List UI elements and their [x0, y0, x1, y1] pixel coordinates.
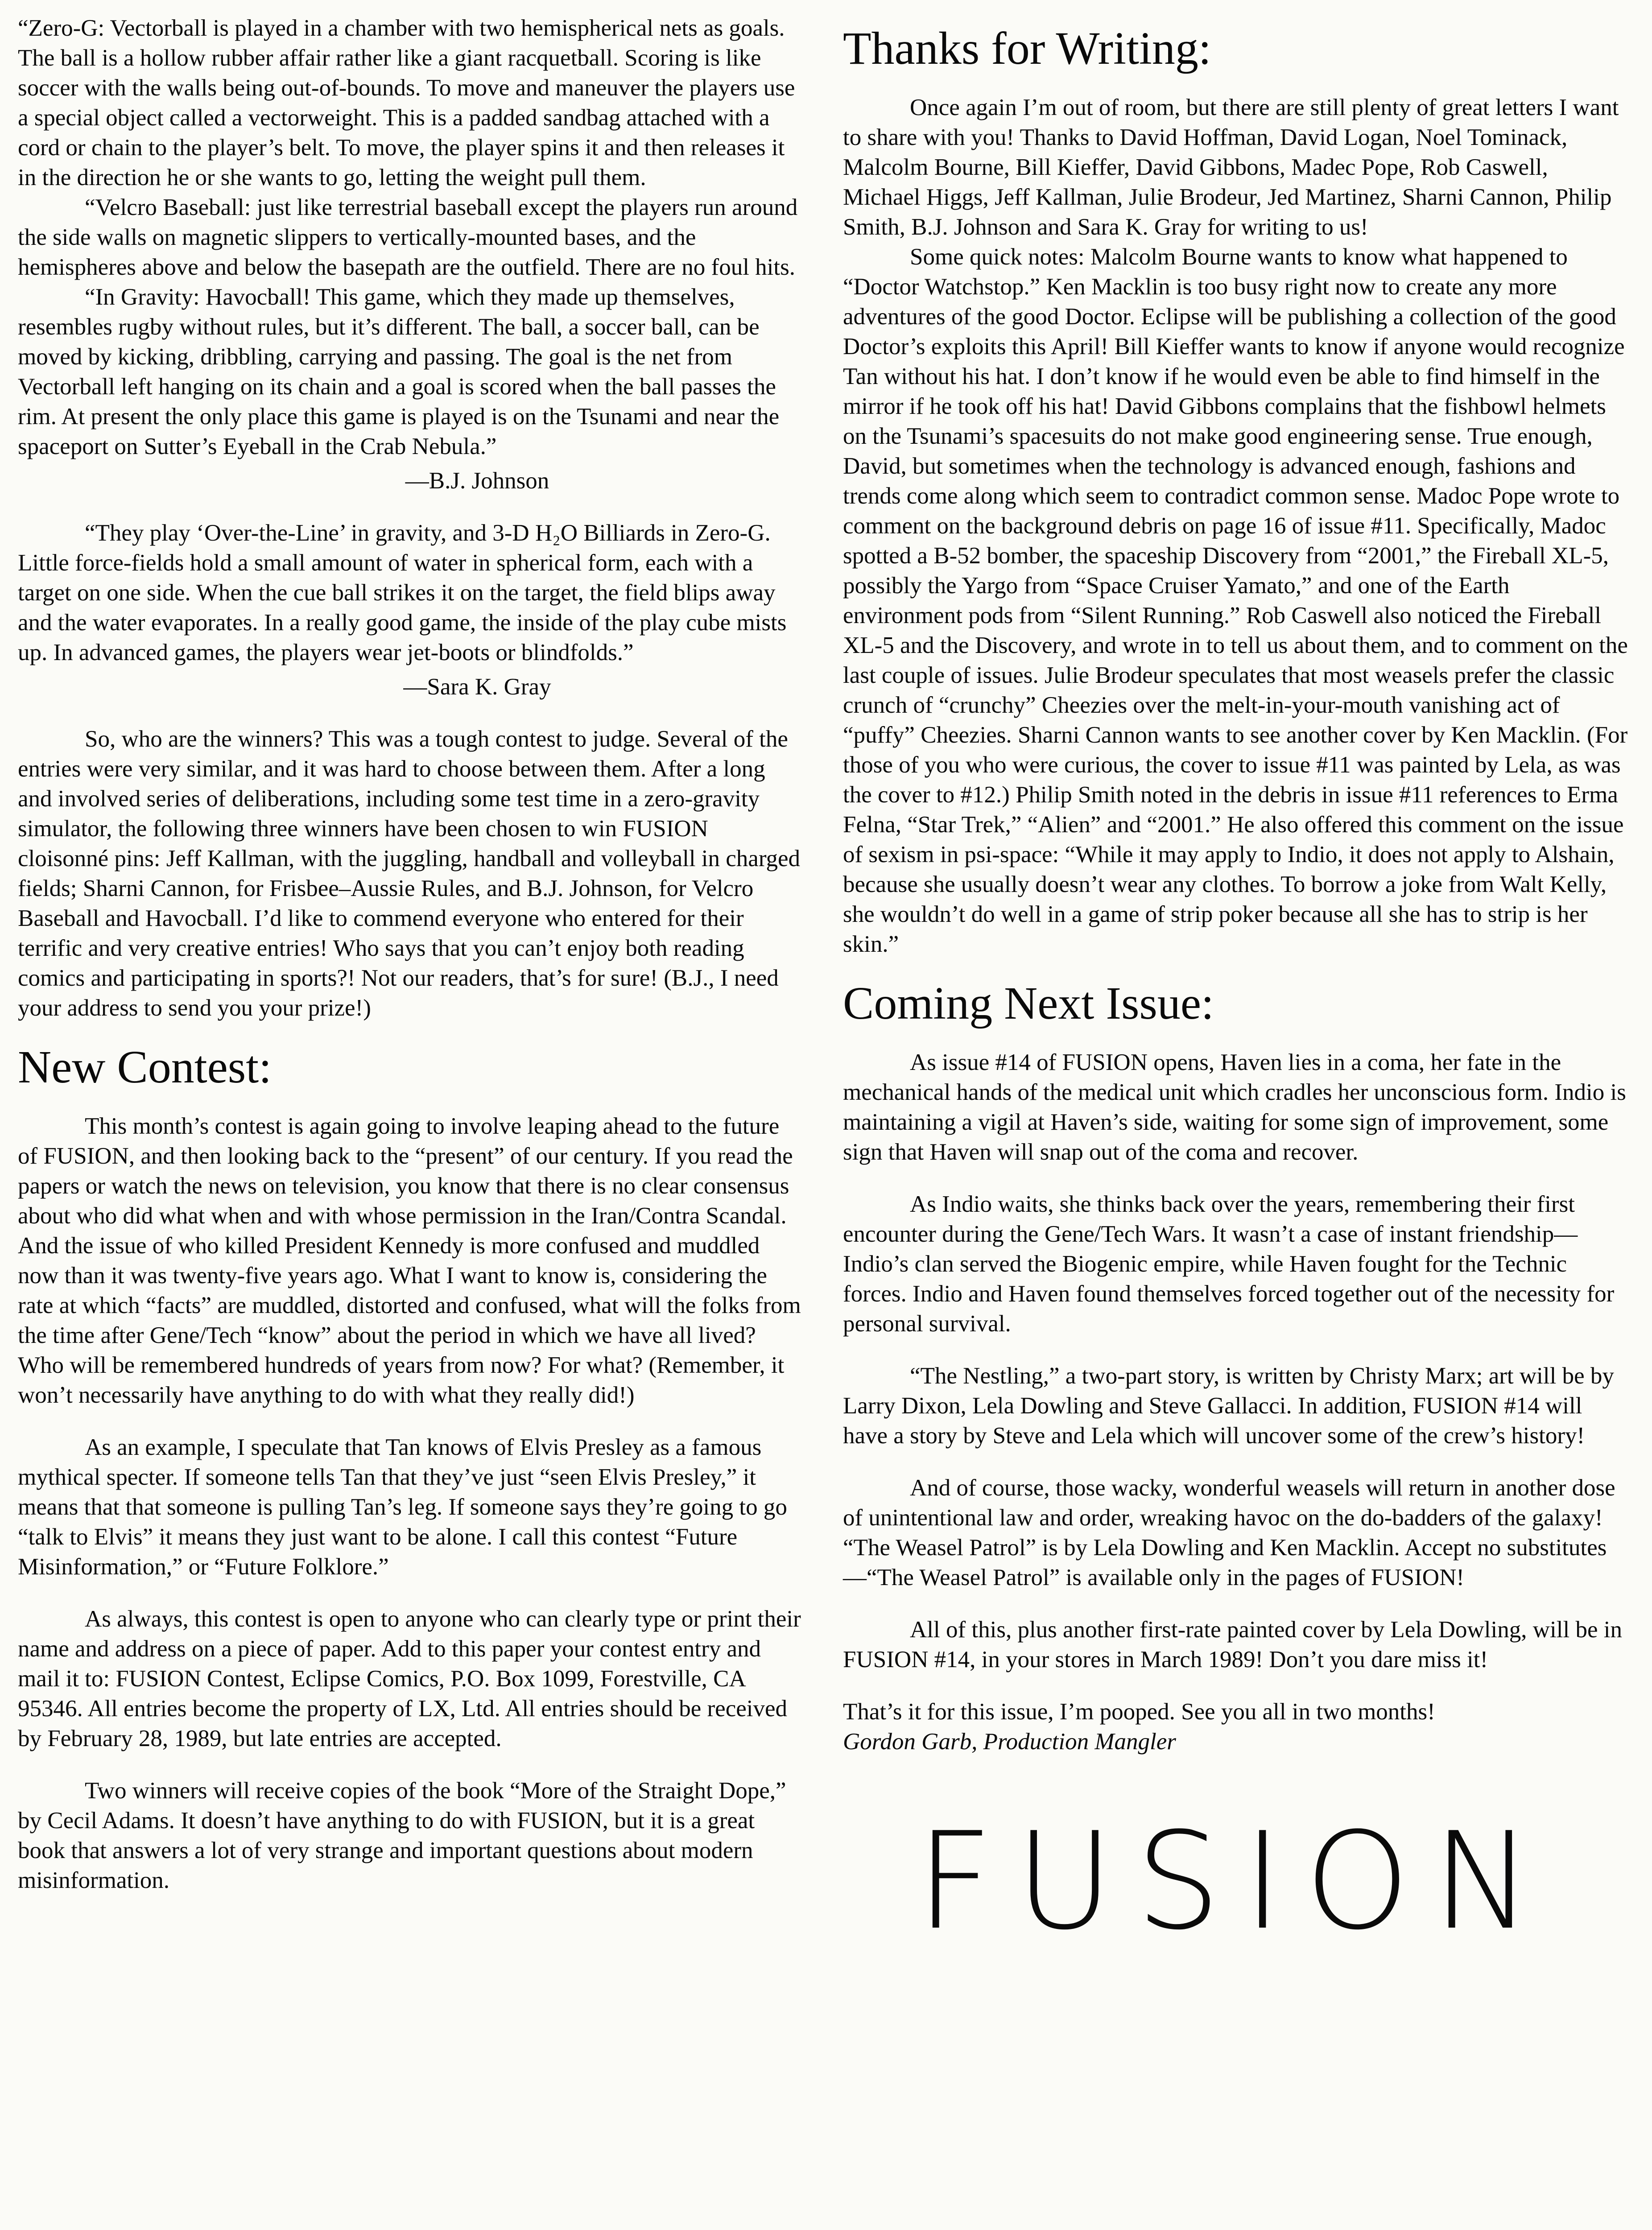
paragraph: Once again I’m out of room, but there are still plenty of great letters I want to share with you! Thanks to David Hoffman, David Logan, Noel Tominack, Malcolm Bourne, Bill Kieffer, David Gibbons, Madec Pope, Rob Caswell, Michael Higgs, Jeff Kallman, Julie Brodeur, Jed Martinez, Sharni Cannon, Philip Smith, B.J. Johnson and Sara K. Gray for writing to us!	[843, 95, 1619, 240]
section-heading-thanks: Thanks for Writing:	[843, 23, 1211, 74]
paragraph: “In Gravity: Havocball! This game, which they made up themselves, resembles rugby without rules, but it’s different. The ball, a soccer ball, can be moved by kicking, dribbling, carrying and passing. The goal is the net from Vectorball left hanging on its chain and a goal is scored when the ball passes the rim. At present the only place this game is played is on the Tsunami and near the spaceport on Sutter’s Eyeball in the Crab Nebula.”	[18, 284, 780, 459]
paragraph: As Indio waits, she thinks back over the years, remembering their first encounter during the Gene/Tech Wars. It wasn’t a case of instant friendship—Indio’s clan served the Biogenic empire, while Haven fought for the Technic forces. Indio and Haven found themselves forced together out of the necessity for personal survival.	[843, 1191, 1615, 1337]
signature: —B.J. Johnson	[405, 468, 549, 494]
paragraph: As issue #14 of FUSION opens, Haven lies in a coma, her fate in the mechanical hands of the medical unit which cradles her unconscious form. Indio is maintaining a vigil at Haven’s side, waiting for some sign of improvement, some sign that Haven will snap out of the coma and recover.	[843, 1049, 1626, 1165]
paragraph: “The Nestling,” a two-part story, is written by Christy Marx; art will be by Larry Dixon, Lela Dowling and Steve Gallacci. In addition, FUSION #14 will have a story by Steve and Lela which will uncover some of the crew’s history!	[843, 1363, 1614, 1449]
right-column	[843, 13, 1628, 2230]
paragraph: So, who are the winners? This was a tough contest to judge. Several of the entries were very similar, and it was hard to choose between them. After a long and involved series of deliberations, including some test time in a zero-gravity simulator, the following three winners have been chosen to win FUSION cloisonné pins: Jeff Kallman, with the juggling, handball and volleyball in charged fields; Sharni Cannon, for Frisbee–Aussie Rules, and B.J. Johnson, for Velcro Baseball and Havocball. I’d like to commend everyone who entered for their terrific and very creative entries! Who says that you can’t enjoy both reading comics and participating in sports?! Not our readers, that’s for sure! (B.J., I need your address to send you your prize!)	[18, 726, 801, 1021]
signature: —Sara K. Gray	[403, 674, 551, 700]
section-heading-new-contest: New Contest:	[18, 1041, 272, 1093]
paragraph: “Velcro Baseball: just like terrestrial baseball except the players run around the side walls on magnetic slippers to vertically-mounted bases, and the hemispheres above and below the basepath are the outfield. There are no foul hits.	[18, 194, 798, 280]
section-heading-coming-next: Coming Next Issue:	[843, 978, 1214, 1029]
paragraph: And of course, those wacky, wonderful weasels will return in another dose of unintentional law and order, wreaking havoc on the do-badders of the galaxy! “The Weasel Patrol” is by Lela Dowling and Ken Macklin. Accept no substitutes—“The Weasel Patrol” is available only in the pages of FUSION!	[843, 1475, 1615, 1590]
paragraph: “They play ‘Over-the-Line’ in gravity, and 3-D H₂O Billiards in Zero-G. Little force-fields hold a small amount of water in spherical form, each with a target on one side. When the cue ball strikes it on the target, the field blips away and the water evaporates. In a really good game, the inside of the play cube mists up. In advanced games, the players wear jet-boots or blindfolds.”	[18, 520, 787, 665]
paragraph: This month’s contest is again going to involve leaping ahead to the future of FUSION, and then looking back to the “present” of our century. If you read the papers or watch the news on television, you know that there is no clear consensus about who did what when and with whose permission in the Iran/Contra Scandal. And the issue of who killed President Kennedy is more confused and muddled now than it was twenty-five years ago. What I want to know is, considering the rate at which “facts” are muddled, distorted and confused, what will the folks from the time after Gene/Tech “know” about the period in which we have all lived? Who will be remembered hundreds of years from now? For what? (Remember, it won’t necessarily have anything to do with what they really did!)	[18, 1113, 801, 1408]
paragraph: Some quick notes: Malcolm Bourne wants to know what happened to “Doctor Watchstop.” Ken Macklin is too busy right now to create any more adventures of the good Doctor. Eclipse will be publishing a collection of the good Doctor’s exploits this April! Bill Kieffer wants to know if anyone would recognize Tan without his hat. I don’t know if he would even be able to find himself in the mirror if he took off his hat! David Gibbons complains that the fishbowl helmets on the Tsunami’s spacesuits do not make good engineering sense. True enough, David, but sometimes when the technology is advanced enough, fashions and trends come along which seem to contradict common sense. Madoc Pope wrote to comment on the background debris on page 16 of issue #11. Specifically, Madoc spotted a B-52 bomber, the spaceship Discovery from “2001,” the Fireball XL-5, possibly the Yargo from “Space Cruiser Yamato,” and one of the Earth environment pods from “Silent Running.” Rob Caswell also noticed the Fireball XL-5 and the Discovery, and wrote in to tell us about them, and to comment on the last couple of issues. Julie Brodeur speculates that most weasels prefer the classic crunch of “crunchy” Cheezies over the melt-in-your-mouth vanishing act of “puffy” Cheezies. Sharni Cannon wants to see another cover by Ken Macklin. (For those of you who were curious, the cover to issue #11 was painted by Lela, as was the cover to #12.) Philip Smith noted in the debris in issue #11 references to Erma Felna, “Star Trek,” “Alien” and “2001.” He also offered this comment on the issue of sexism in psi-space: “While it may apply to Indio, it does not apply to Alshain, because she usually doesn’t wear any clothes. To borrow a joke from Walt Kelly, she wouldn’t do well in a game of strip poker because all she has to strip is her skin.”	[843, 244, 1628, 957]
paragraph: “Zero-G: Vectorball is played in a chamber with two hemispherical nets as goals. The ball is a hollow rubber affair rather like a giant racquetball. Scoring is like soccer with the walls being out-of-bounds. To move and maneuver the players use a special object called a vectorweight. This is a padded sandbag attached with a cord or chain to the player’s belt. To move, the player spins it and then releases it in the direction he or she wants to go, letting the weight pull them.	[18, 15, 795, 190]
left-column	[18, 13, 803, 2230]
signoff: Gordon Garb, Production Mangler	[843, 1729, 1176, 1755]
closing-line: That’s it for this issue, I’m pooped. See you all in two months!	[843, 1699, 1435, 1725]
fusion-logo: FUSION	[916, 1804, 1555, 1959]
paragraph: As an example, I speculate that Tan knows of Elvis Presley as a famous mythical specter. If someone tells Tan that they’ve just “seen Elvis Presley,” it means that that someone is pulling Tan’s leg. If someone says they’re going to go “talk to Elvis” it means they just want to be alone. I call this contest “Future Misinformation,” or “Future Folklore.”	[18, 1434, 787, 1580]
paragraph: All of this, plus another first-rate painted cover by Lela Dowling, will be in FUSION #14, in your stores in March 1989! Don’t you dare miss it!	[843, 1617, 1622, 1672]
paragraph: Two winners will receive copies of the book “More of the Straight Dope,” by Cecil Adams. It doesn’t have anything to do with FUSION, but it is a great book that answers a lot of very strange and important questions about modern misinformation.	[18, 1778, 786, 1893]
paragraph: As always, this contest is open to anyone who can clearly type or print their name and address on a piece of paper. Add to this paper your contest entry and mail it to: FUSION Contest, Eclipse Comics, P.O. Box 1099, Forestville, CA 95346. All entries become the property of LX, Ltd. All entries should be received by February 28, 1989, but late entries are accepted.	[18, 1606, 801, 1751]
